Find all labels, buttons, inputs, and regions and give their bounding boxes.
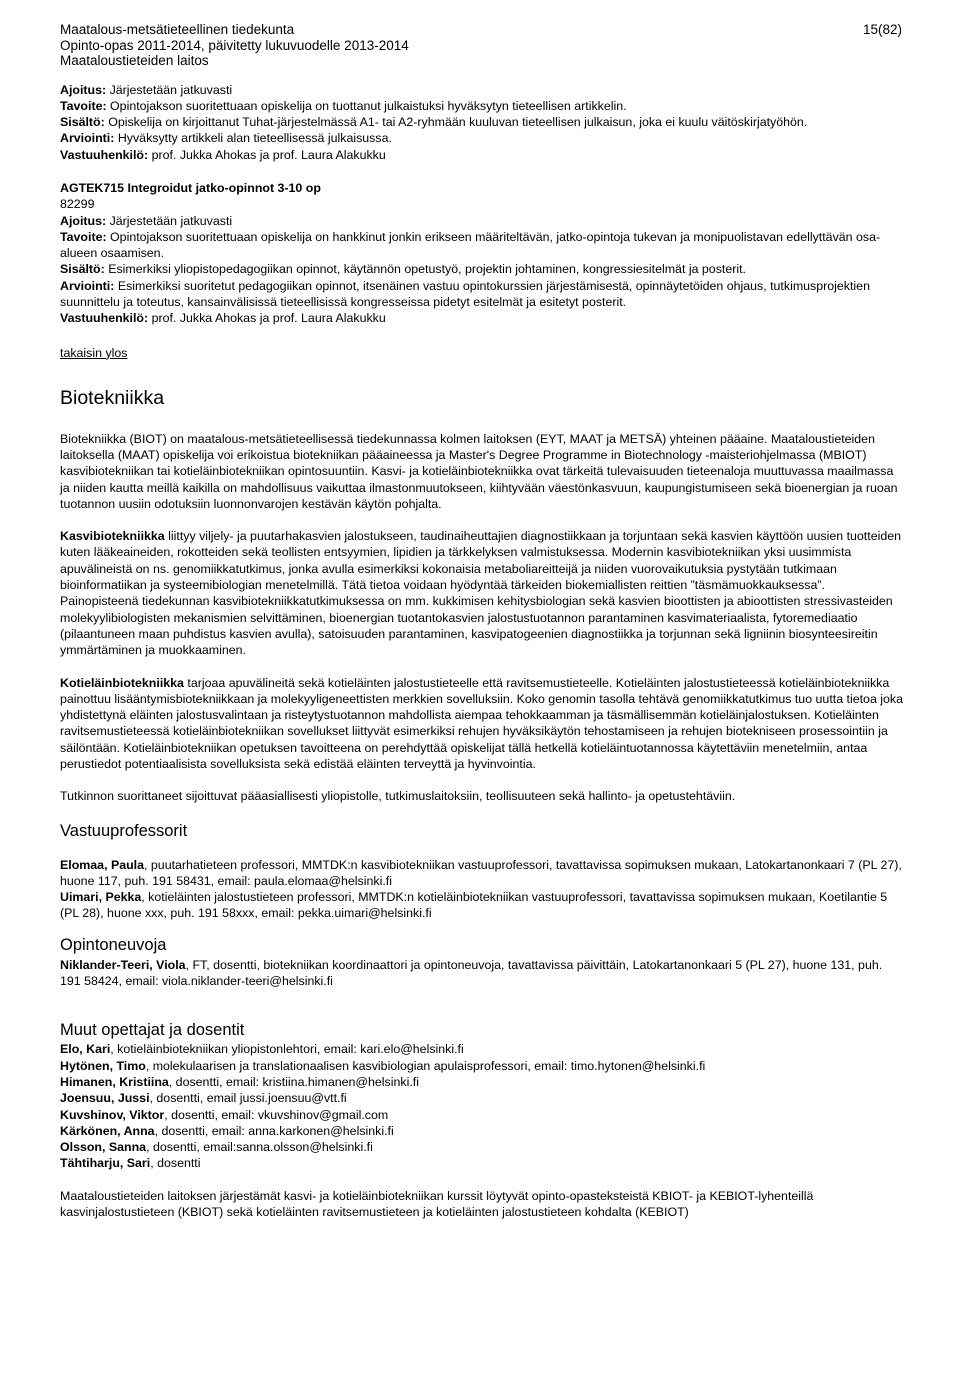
person-details: , puutarhatieteen professori, MMTDK:n kasvibiotekniikan vastuuprofessori, tavattavissa sopimuksen mukaan, Latokartanonkaari 7 (PL 27), huone 117, puh. 191 58431, email: paula.elomaa@helsinki.fi: [60, 857, 902, 888]
muut-title: Muut opettajat ja dosentit: [60, 1021, 245, 1040]
person-entry: [60, 857, 906, 890]
value: prof. Jukka Ahokas ja prof. Laura Alakukku: [148, 147, 386, 162]
label: Tavoite:: [60, 229, 107, 244]
document-page: [60, 22, 906, 1220]
course1-ajoitus: [60, 82, 906, 98]
label: Arviointi:: [60, 278, 115, 293]
person-details: , dosentti, email: kristiina.himanen@helsinki.fi: [168, 1074, 419, 1089]
person-details: , kotieläinten jalostustieteen professori, MMTDK:n kotieläinbiotekniikan vastuuprofessori, tavattavissa sopimuksen mukaan, Koetilantie 5 (PL 28), huone xxx, puh. 191 58xxx, email: pekka.uimari@helsinki.fi: [60, 890, 888, 921]
person-details: , dosentti, email: anna.karkonen@helsinki.fi: [154, 1123, 394, 1138]
value: prof. Jukka Ahokas ja prof. Laura Alakukku: [148, 311, 386, 326]
course1-tavoite: [60, 98, 906, 114]
back-to-top-link[interactable]: takaisin ylos: [60, 345, 128, 360]
person-entry: [60, 1107, 906, 1123]
person-name: Himanen, Kristiina: [60, 1074, 169, 1089]
person-name: Niklander-Teeri, Viola: [60, 957, 186, 972]
value: Opintojakson suoritettuaan opiskelija on hankkinut jonkin erikseen määriteltävän, jatko-opintoja tukevan ja monipuolistavan edellyttävän osa-alueen osaamisen.: [60, 229, 881, 261]
course2-vastuu: [60, 310, 906, 326]
person-entry: [60, 1041, 906, 1057]
value: Hyväksytty artikkeli alan tieteellisessä julkaisussa.: [114, 131, 392, 146]
value: Opintojakson suoritettuaan opiskelija on tuottanut julkaistuksi hyväksytyn tieteellisen artikkelin.: [106, 98, 627, 113]
opintoneuvoja-title: Opintoneuvoja: [60, 935, 167, 954]
person-details: , dosentti, email: vkuvshinov@gmail.com: [164, 1107, 389, 1122]
header-faculty: Maatalous-metsätieteellinen tiedekunta: [60, 22, 295, 37]
person-details: , dosentti, email:sanna.olsson@helsinki.fi: [146, 1140, 373, 1155]
person-details: , dosentti, email jussi.joensuu@vtt.fi: [149, 1091, 347, 1106]
label: Ajoitus:: [60, 82, 107, 97]
course1-arviointi: [60, 130, 906, 146]
course1-sisalto: [60, 114, 906, 130]
label: Ajoitus:: [60, 213, 107, 228]
course2-arviointi: [60, 278, 906, 311]
careers-paragraph: Tutkinnon suorittaneet sijoittuvat pääasiallisesti yliopistolle, tutkimuslaitoksiin, teollisuuteen sekä hallinto- ja opetustehtäviin.: [60, 789, 736, 804]
value: Opiskelija on kirjoittanut Tuhat-järjestelmässä A1- tai A2-ryhmään kuuluvan tieteellisen julkaisun, joka ei kuulu väitöskirjatyöhön.: [104, 115, 808, 130]
section-title: Biotekniikka: [60, 386, 165, 409]
header-department: Maataloustieteiden laitos: [60, 53, 209, 68]
opintoneuvoja-block: [60, 957, 906, 990]
koti-text: tarjoaa apuvälineitä sekä kotieläinten jalostustieteelle että ravitsemustieteelle. Kotieläinten jalostustieteessä kotieläinbiotekniikka painottuu lisääntymisbiotekniikkaan ja molekyyligeneettisten merkkien sovelluksiin. Koko genomin tasolla tehtävä genomiikkatutkimus tuo uutta tietoa joka yhdistettynä eläinten jalostusvalintaan ja risteytystuotannon mahdollista aiempaa tehokkaamman ja täsmällisemmän kotieläinjalostuksen. Kotieläinten ravitsemustieteessä kotieläinbiotekniikan sovellukset liittyvät esimerkiksi rehujen hyväksikäytön tehostamiseen ja rehujen biotekniseen prosessointiin ja säilöntään. Kotieläinbiotekniikan opetuksen tavoitteena on perehdyttää opiskelijat tällä hetkellä kotieläintuotannossa käytettäviin menetelmiin, antaa perustiedot potentiaalisista sovelluksista sekä edistää eläinten terveyttä ja hyvinvointia.: [60, 675, 904, 771]
person-entry: [60, 1155, 906, 1171]
label: Tavoite:: [60, 98, 107, 113]
person-details: , molekulaarisen ja translationaalisen kasvibiologian apulaisprofessori, email: timo.hytonen@helsinki.fi: [145, 1058, 706, 1073]
course2-sisalto: [60, 261, 906, 277]
person-details: , dosentti: [150, 1156, 201, 1171]
label: Arviointi:: [60, 131, 115, 146]
course2-code: 82299: [60, 197, 95, 212]
person-entry: [60, 1090, 906, 1106]
person-name: Tähtiharju, Sari: [60, 1156, 151, 1171]
page-header: [60, 22, 906, 69]
person-name: Elomaa, Paula: [60, 857, 145, 872]
closing-section: [60, 1188, 906, 1221]
label: Vastuuhenkilö:: [60, 147, 149, 162]
vastuuprofessorit-title: Vastuuprofessorit: [60, 821, 188, 840]
person-name: Elo, Kari: [60, 1042, 111, 1057]
value: Esimerkiksi yliopistopedagogiikan opinnot, käytännön opetustyö, projektin johtaminen, kongressiesitelmät ja posterit.: [104, 262, 746, 277]
kasvi-text: liittyy viljely- ja puutarhakasvien jalostukseen, taudinaiheuttajien diagnostiikkaan ja torjuntaan sekä kasvien käyttöön uusien tuotteiden kuten lääkeaineiden, rokotteiden sekä teollisten entsyymien, lipidien ja tärkkelyksen valmistuksessa. Modernin kasvibiotekniikan yksi uusimmista apuvälineistä on ns. genomiikkatutkimus, jonka avulla esimerkiksi kokonaisia metaboliareitteijä ja niiden vuorovaikutuksia pystytään tutkimaan bioinformatiikan ja systeemibiologian menetelmillä. Tätä tietoa voidaan hyödyntää tärkeiden biokemiallisten reittien ”täsmämuokkauksessa”.: [60, 529, 902, 593]
person-name: Hytönen, Timo: [60, 1058, 146, 1073]
course2-block: [60, 180, 906, 327]
value: Järjestetään jatkuvasti: [106, 82, 233, 97]
person-entry: [60, 889, 906, 922]
term: Kotieläinbiotekniikka: [60, 675, 184, 690]
person-entry: [60, 1139, 906, 1155]
person-name: Olsson, Sanna: [60, 1140, 147, 1155]
course2-title: [60, 180, 906, 196]
muut-list: [60, 1041, 906, 1171]
biotekniikka-intro: [60, 431, 906, 512]
kotielainbiotekniikka-section: [60, 675, 906, 773]
course-title: AGTEK715 Integroidut jatko-opinnot 3-10 op: [60, 180, 321, 195]
person-entry: [60, 1074, 906, 1090]
course1-block: [60, 82, 906, 163]
person-name: Joensuu, Jussi: [60, 1091, 150, 1106]
label: Sisältö:: [60, 115, 105, 130]
kasvibiotekniikka-section: [60, 528, 906, 658]
koti-paragraph: [60, 675, 906, 773]
course2-ajoitus: [60, 213, 906, 229]
header-guide: Opinto-opas 2011-2014, päivitetty lukuvuodelle 2013-2014: [60, 37, 409, 53]
vastuuprofessorit-list: [60, 857, 906, 922]
value: Järjestetään jatkuvasti: [106, 213, 233, 228]
person-name: Kuvshinov, Viktor: [60, 1107, 165, 1122]
person-name: Kärkönen, Anna: [60, 1123, 155, 1138]
term: Kasvibiotekniikka: [60, 529, 165, 544]
person-entry: [60, 1058, 906, 1074]
person-details: , FT, dosentti, biotekniikan koordinaattori ja opintoneuvoja, tavattavissa päivittäin, Latokartanonkaari 5 (PL 27), huone 131, puh. 191 58424, email: viola.niklander-teeri@helsinki.fi: [60, 957, 883, 989]
value: Esimerkiksi suoritetut pedagogiikan opinnot, itsenäinen vastuu opintokurssien järjestämisestä, opinnäytetöiden ohjaus, tutkimusprojektien suunnittelu ja toteutus, kansainvälisissä tieteellisissä kongresseissa pidetyt esitelmät ja esitetyt posterit.: [60, 278, 870, 310]
careers-section: [60, 788, 906, 804]
closing-paragraph: Maataloustieteiden laitoksen järjestämät kasvi- ja kotieläinbiotekniikan kurssit löytyvät opinto-opasteksteistä KBIOT- ja KEBIOT-lyhenteillä kasvinjalostustieteen (KBIOT) sekä kotieläinten ravitsemustieteen ja kotieläinten jalostustieteen kohdalta (KEBIOT): [60, 1188, 814, 1220]
kasvi-paragraph-2: Painopisteenä tiedekunnan kasvibiotekniikkatutkimuksessa on mm. kukkimisen kehitysbiologian sekä kasvien bioottisten ja abioottisten stressivasteiden molekyylibiologisten mekanismien selvittäminen, bioenergian tuotantokasvien jalostustuotannon parantaminen kasvimateriaalista, fytoremediaatio (pilaantuneen maan puhdistus kasvien avulla), satoisuuden parantaminen, kasvipatogeenien diagnostiikka ja torjunnan sekä ligniinin biosynteesireitin ymmärtäminen ja muokkaaminen.: [60, 594, 893, 658]
label: Sisältö:: [60, 262, 105, 277]
person-entry: [60, 957, 906, 990]
person-name: Uimari, Pekka: [60, 890, 142, 905]
course1-vastuu: [60, 147, 906, 163]
course2-tavoite: [60, 229, 906, 262]
label: Vastuuhenkilö:: [60, 311, 149, 326]
person-details: , kotieläinbiotekniikan yliopistonlehtori, email: kari.elo@helsinki.fi: [110, 1042, 464, 1057]
person-entry: [60, 1123, 906, 1139]
page-number: 15(82): [862, 22, 902, 37]
intro-paragraph: Biotekniikka (BIOT) on maatalous-metsätieteellisessä tiedekunnassa kolmen laitoksen (EYT, MAAT ja METSÄ) yhteinen pääaine. Maataloustieteiden laitoksella (MAAT) opiskelija voi erikoistua biotekniikan pääaineessa ja Master's Degree Programme in Biotechnology -maisteriohjelmassa (MBIOT) kasvibiotekniikan tai kotieläinbiotekniikan opintosuuntiin. Kasvi- ja kotieläinbiotekniikka ovat tärkeitä tulevaisuuden tieteenaloja muuttuvassa maailmassa ja niiden kautta meillä kaikilla on mahdollisuus vaikuttaa ilmastonmuutokseen, kiihtyvään väestönkasvuun, kaupungistumiseen sekä bioenergian ja ruoan tuotannon uusiin odotuksiin luonnonvarojen kestävän käytön pohjalta.: [60, 431, 898, 511]
kasvi-paragraph: [60, 528, 906, 593]
